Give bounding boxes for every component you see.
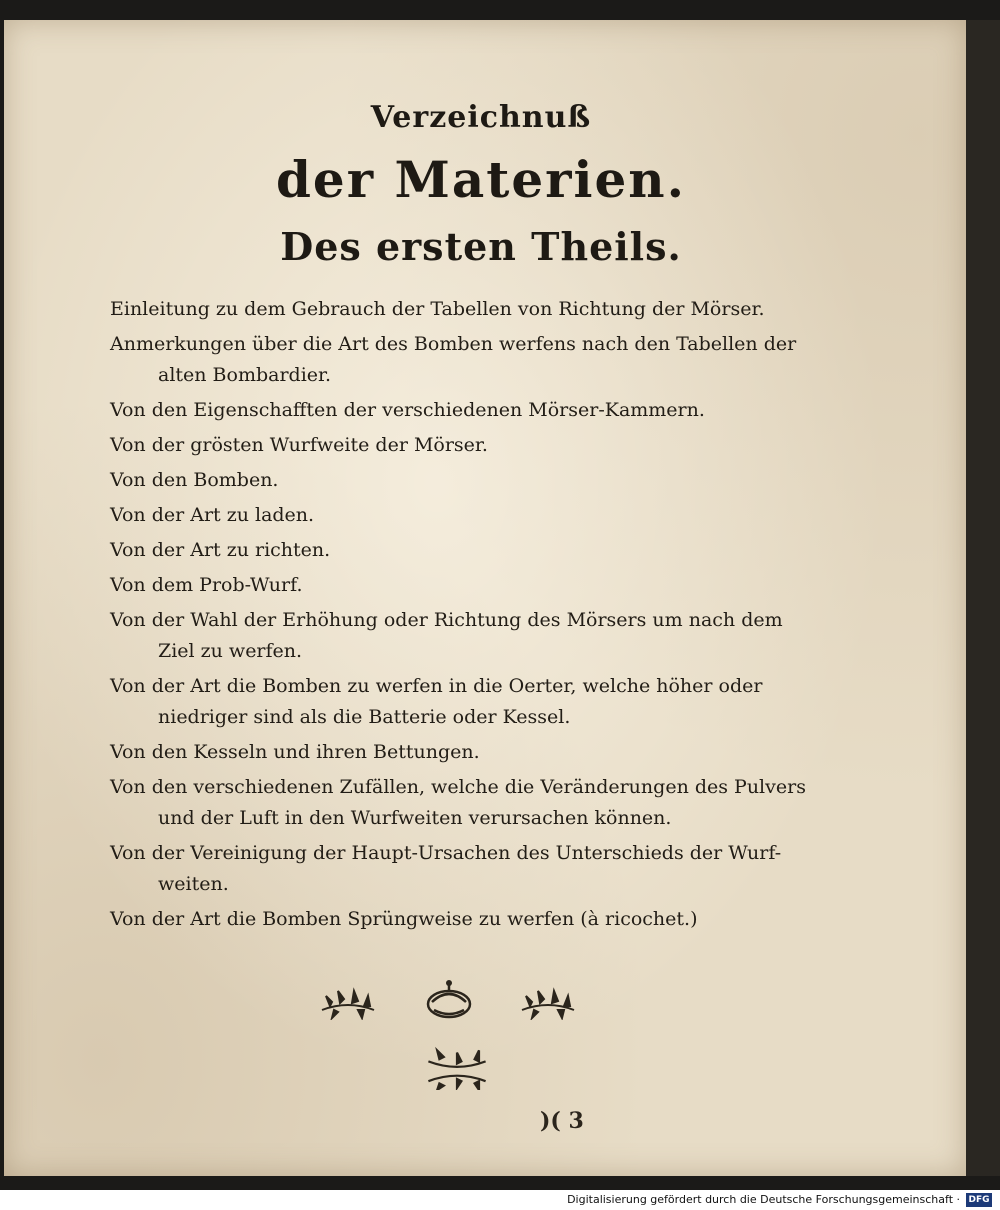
signature-mark: )( 3 (540, 1108, 584, 1134)
contents-entry: Von der grösten Wurfweite der Mörser. (110, 434, 488, 456)
contents-entry: Von der Art die Bomben zu werfen in die Oerter, welche höher oder niedriger sind als die Batterie oder Kessel. (110, 675, 763, 728)
contents-list (110, 294, 810, 939)
contents-entry: Anmerkungen über die Art des Bomben werfens nach den Tabellen der alten Bombardier. (110, 333, 797, 386)
contents-entry: Von der Art die Bomben Sprüngweise zu werfen (à ricochet.) (110, 908, 698, 930)
contents-entry: Von der Vereinigung der Haupt-Ursachen des Unterschieds der Wurf- weiten. (110, 842, 782, 895)
heading-ersten-theils: Des ersten Theils. (280, 224, 682, 269)
contents-entry: Von dem Prob-Wurf. (110, 574, 303, 596)
contents-entry: Von den verschiedenen Zufällen, welche die Veränderungen des Pulvers und der Luft in den Wurfweiten verursachen können. (110, 776, 806, 829)
contents-entry: Von den Bomben. (110, 469, 279, 491)
heading-materien: der Materien. (275, 150, 687, 209)
page-edge-shadow (966, 20, 1000, 1176)
contents-entry: Von der Wahl der Erhöhung oder Richtung des Mörsers um nach dem Ziel zu werfen. (110, 609, 783, 662)
digitization-footer (0, 1190, 1000, 1210)
dfg-logo: DFG (966, 1193, 992, 1207)
heading-verzeichnis: Verzeichnuß (370, 100, 592, 135)
contents-entry: Von den Eigenschafften der verschiedenen Mörser-Kammern. (110, 399, 705, 421)
contents-entry: Von den Kesseln und ihren Bettungen. (110, 741, 480, 763)
floral-ornament-left (318, 980, 378, 1020)
floral-ornament-right (518, 980, 578, 1020)
contents-entry: Von der Art zu laden. (110, 504, 315, 526)
floral-ornament-bottom (424, 1046, 490, 1090)
footer-credit-text: Digitalisierung gefördert durch die Deutsche Forschungsgemeinschaft · (567, 1193, 960, 1206)
contents-entry: Einleitung zu dem Gebrauch der Tabellen von Richtung der Mörser. (110, 298, 765, 320)
crown-ornament (424, 978, 474, 1022)
contents-entry: Von der Art zu richten. (110, 539, 331, 561)
